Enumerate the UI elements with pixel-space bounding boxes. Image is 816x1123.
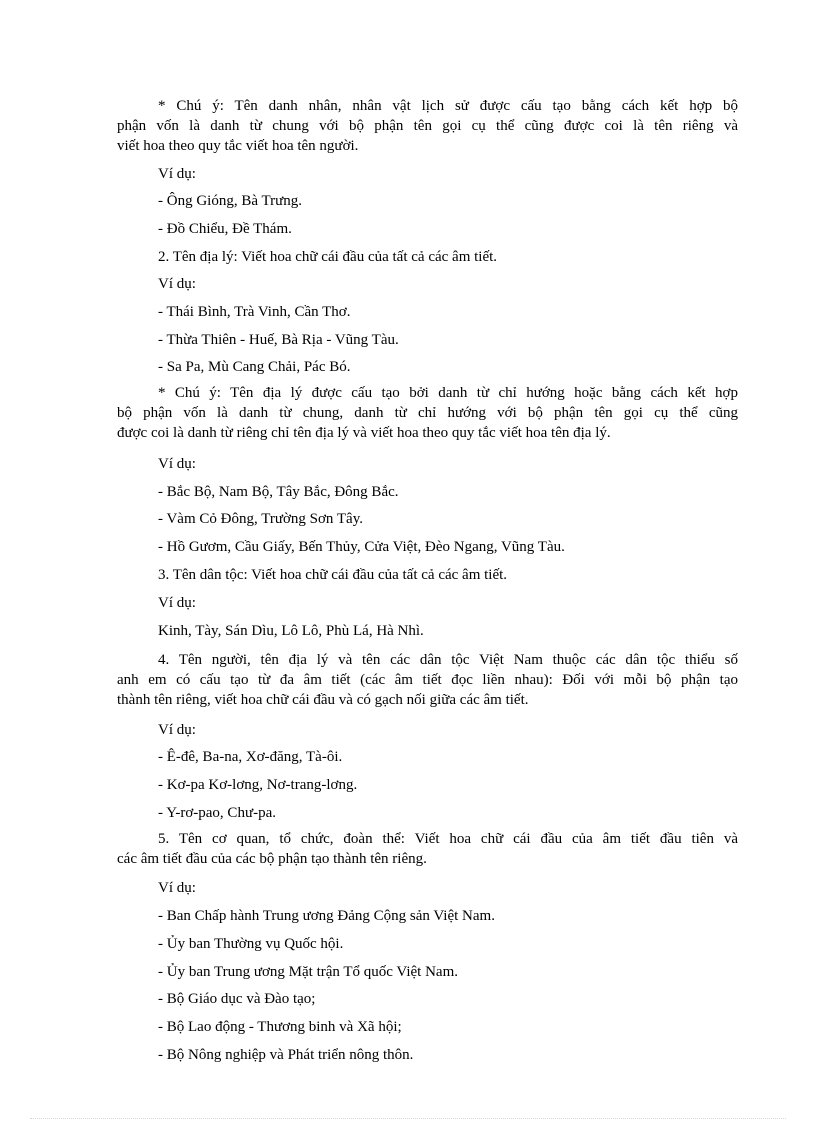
paragraph-line: viết hoa theo quy tắc viết hoa tên người.: [117, 138, 359, 154]
note-paragraph-historical-names: [117, 96, 738, 156]
paragraph-line: được coi là danh từ riêng chỉ tên địa lý và viết hoa theo quy tắc viết hoa tên địa lý.: [117, 425, 611, 441]
note-paragraph-place-names: [117, 383, 738, 443]
section-heading-ethnic-names: 3. Tên dân tộc: Viết hoa chữ cái đầu của tất cả các âm tiết.: [158, 567, 508, 583]
section-paragraph-organization-names: [117, 829, 738, 869]
example-item: - Thái Bình, Trà Vinh, Cần Thơ.: [158, 304, 351, 320]
example-label: Ví dụ:: [158, 276, 196, 292]
page-footer-divider: [30, 1118, 786, 1119]
example-item: - Thừa Thiên - Huế, Bà Rịa - Vũng Tàu.: [158, 332, 399, 348]
paragraph-line: 5. Tên cơ quan, tổ chức, đoàn thể: Viết hoa chữ cái đầu của âm tiết đầu tiên và: [158, 831, 738, 847]
paragraph-line: các âm tiết đầu của các bộ phận tạo thành tên riêng.: [117, 851, 427, 867]
example-item: - Bắc Bộ, Nam Bộ, Tây Bắc, Đông Bắc.: [158, 484, 399, 500]
example-item: - Bộ Nông nghiệp và Phát triển nông thôn.: [158, 1047, 414, 1063]
example-item: - Ban Chấp hành Trung ương Đảng Cộng sản Việt Nam.: [158, 908, 495, 924]
paragraph-line: 4. Tên người, tên địa lý và tên các dân tộc Việt Nam thuộc các dân tộc thiểu số: [158, 652, 738, 668]
paragraph-line: anh em có cấu tạo từ đa âm tiết (các âm tiết đọc liền nhau): Đối với mỗi bộ phận tạo: [117, 672, 738, 688]
example-label: Ví dụ:: [158, 722, 196, 738]
example-item: Kinh, Tày, Sán Dìu, Lô Lô, Phù Lá, Hà Nhì.: [158, 623, 424, 639]
paragraph-line: bộ phận vốn là danh từ chung, danh từ chỉ hướng với bộ phận tên gọi cụ thể cũng: [117, 405, 738, 421]
section-heading-place-names: 2. Tên địa lý: Viết hoa chữ cái đầu của tất cả các âm tiết.: [158, 249, 498, 265]
example-label: Ví dụ:: [158, 456, 196, 472]
example-item: - Ủy ban Thường vụ Quốc hội.: [158, 936, 344, 952]
example-item: - Ê-đê, Ba-na, Xơ-đăng, Tà-ôi.: [158, 749, 343, 765]
example-item: - Đồ Chiểu, Đề Thám.: [158, 221, 292, 237]
example-item: - Vàm Cỏ Đông, Trường Sơn Tây.: [158, 511, 363, 527]
example-item: - Ông Gióng, Bà Trưng.: [158, 193, 302, 209]
example-label: Ví dụ:: [158, 166, 196, 182]
paragraph-line: * Chú ý: Tên danh nhân, nhân vật lịch sử được cấu tạo bằng cách kết hợp bộ: [158, 98, 738, 114]
example-label: Ví dụ:: [158, 595, 196, 611]
example-item: - Hồ Gươm, Cầu Giấy, Bến Thủy, Cửa Việt, Đèo Ngang, Vũng Tàu.: [158, 539, 565, 555]
example-item: - Bộ Lao động - Thương binh và Xã hội;: [158, 1019, 402, 1035]
example-label: Ví dụ:: [158, 880, 196, 896]
example-item: - Sa Pa, Mù Cang Chải, Pác Bó.: [158, 359, 351, 375]
example-item: - Bộ Giáo dục và Đào tạo;: [158, 991, 316, 1007]
example-item: - Kơ-pa Kơ-lơng, Nơ-trang-lơng.: [158, 777, 358, 793]
paragraph-line: * Chú ý: Tên địa lý được cấu tạo bởi danh từ chỉ hướng hoặc bằng cách kết hợp: [158, 385, 738, 401]
example-item: - Ủy ban Trung ương Mặt trận Tổ quốc Việt Nam.: [158, 964, 458, 980]
paragraph-line: phận vốn là danh từ chung với bộ phận tên gọi cụ thể cũng được coi là tên riêng và: [117, 118, 738, 134]
paragraph-line: thành tên riêng, viết hoa chữ cái đầu và có gạch nối giữa các âm tiết.: [117, 692, 529, 708]
example-item: - Y-rơ-pao, Chư-pa.: [158, 805, 276, 821]
section-paragraph-multisyllable-names: [117, 650, 738, 710]
